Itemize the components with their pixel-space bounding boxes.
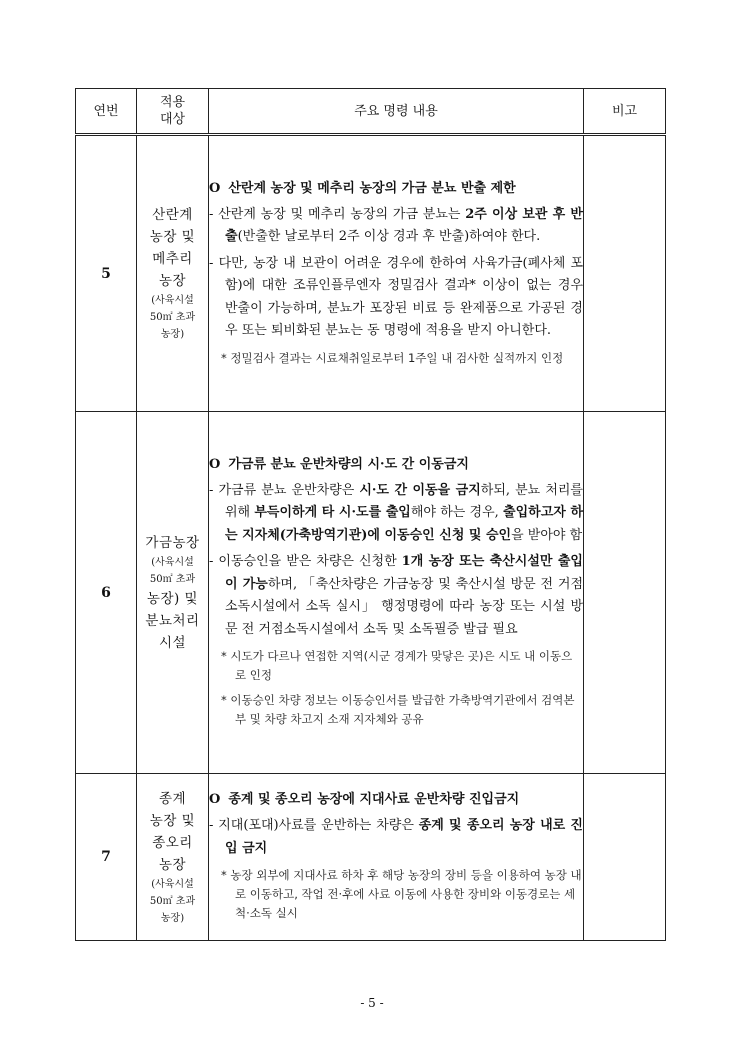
footnote-text: 정밀검사 결과는 시료채취일로부터 1주일 내 검사한 실적까지 인정: [230, 350, 564, 365]
row-target: [137, 412, 209, 774]
row-note: [584, 774, 666, 941]
item-emphasis: (가축방역기관)에 이동승인 신청 및 승인: [279, 527, 512, 543]
content-item: [209, 815, 583, 860]
table-row: [76, 135, 666, 412]
target-small: 50㎡ 초과: [149, 573, 196, 585]
target-line: 농장: [158, 856, 187, 873]
row-number: 5: [76, 135, 137, 412]
heading-marker: O: [209, 792, 221, 807]
item-emphasis: 출입하고자 하는 지자체: [225, 505, 583, 543]
item-dash: -: [209, 255, 214, 271]
footnote-star: *: [221, 649, 227, 664]
header-target-line1: 적용: [159, 95, 186, 110]
footnote-star: *: [221, 350, 227, 365]
target-line: 농장: [158, 273, 187, 289]
table-row: [76, 412, 666, 774]
row-content: [209, 135, 584, 412]
target-line: 종계: [158, 790, 187, 807]
item-text: 다만, 농장 내 보관이 어려운 경우에 한하여 사육가금(폐사체 포함)에 대한 조류인플루엔자 정밀검사 결과* 이상이 없는 경우 반출이 가능하며, 분뇨가 포장된 비료 등 완제품으로 가공된 경우 또는 퇴비화된 분뇨는 동 명령에 적용을 받지 아니한다.: [218, 255, 583, 338]
header-no: 연번: [76, 89, 137, 135]
row-content: [209, 412, 584, 774]
header-target-line2: 대상: [159, 112, 186, 127]
content-item: [209, 480, 583, 548]
row-number: 7: [76, 774, 137, 941]
target-line: 농장 및: [149, 229, 196, 245]
row-number: 6: [76, 412, 137, 774]
item-dash: -: [209, 554, 214, 570]
target-line: 가금농장: [145, 534, 200, 551]
target-small: 50㎡ 초과: [149, 312, 196, 323]
item-dash: -: [209, 482, 214, 498]
row-content: [209, 774, 584, 941]
order-table: [75, 88, 666, 941]
content-heading: [209, 178, 583, 200]
target-small: 농장): [160, 329, 185, 340]
row-note: [584, 412, 666, 774]
target-line: 메추리: [152, 251, 193, 267]
target-line: 농장 및: [149, 812, 196, 829]
footnote-star: *: [221, 868, 227, 882]
content-heading: [209, 454, 583, 476]
row-target: [137, 774, 209, 941]
item-text: (반출한 날로부터 2주 이상 경과 후 반출)하여야 한다.: [237, 229, 541, 244]
heading-marker: O: [209, 180, 221, 196]
content-heading: [209, 789, 583, 811]
target-line: 종오리: [152, 834, 193, 851]
footnote-text: 이동승인 차량 정보는 이동승인서를 발급한 가축방역기관에서 검역본부 및 차량 차고지 소재 지자체와 공유: [230, 693, 575, 727]
footnote: [209, 691, 583, 729]
item-emphasis: 종계 및 종오리 농장 내로 진입 금지: [225, 818, 583, 856]
heading-text: 가금류 분뇨 운반차량의 시·도 간 이동금지: [228, 456, 469, 472]
item-text: 가금류 분뇨 운반차량은: [218, 482, 360, 498]
header-target: [137, 89, 209, 135]
heading-marker: O: [209, 456, 221, 472]
footnote-text: 시도가 다르나 연접한 지역(시군 경계가 맞닿은 곳)은 시도 내 이동으로 인정: [230, 649, 573, 683]
content-item: [209, 253, 583, 343]
target-line: 산란계: [152, 207, 193, 223]
item-text: 하며, 「축산차량은 가금농장 및 축산시설 방문 전 거점소독시설에서 소독 실시」 행정명령에 따라 농장 또는 시설 방문 전 거점소독시설에서 소독 및 소독필증 발급 필요: [225, 576, 583, 637]
item-emphasis: 시·도 간 이동을 금지: [359, 482, 481, 498]
target-line: 분뇨처리: [145, 612, 200, 629]
footnote: [209, 349, 583, 368]
content-item: [209, 204, 583, 249]
header-note: 비고: [584, 89, 666, 135]
target-small: 50㎡ 초과: [149, 895, 196, 907]
item-dash: -: [209, 206, 214, 222]
page-number: - 5 -: [360, 996, 384, 1010]
target-small: (사육시설: [151, 295, 194, 306]
target-line: 시설: [158, 634, 187, 651]
item-dash: -: [209, 818, 214, 833]
row-note: [584, 135, 666, 412]
item-text: 지대(포대)사료를 운반하는 차량은: [218, 818, 419, 833]
item-emphasis: 2주 이상 보관 후 반출: [225, 206, 583, 244]
header-content: 주요 명령 내용: [209, 89, 584, 135]
footnote: [209, 866, 583, 923]
table-header-row: [76, 89, 666, 135]
item-text: 하되, 분뇨 처리를 위해: [225, 482, 583, 521]
target-line: 농장) 및: [146, 590, 199, 607]
item-emphasis: 부득이하게 타 시·도를 출입: [254, 505, 411, 521]
item-text: 이동승인을 받은 차량은 신청한: [218, 554, 402, 570]
item-text: 을 받아야 함: [511, 527, 583, 543]
target-small: 농장): [160, 912, 185, 924]
content-item: [209, 551, 583, 641]
item-text: 산란계 농장 및 메추리 농장의 가금 분뇨는: [218, 206, 466, 222]
heading-text: 산란계 농장 및 메추리 농장의 가금 분뇨 반출 제한: [228, 180, 516, 196]
item-emphasis: 1개 농장 또는 축산시설만 출입이 가능: [225, 554, 583, 592]
heading-text: 종계 및 종오리 농장에 지대사료 운반차량 진입금지: [228, 792, 520, 807]
target-small: (사육시설: [151, 878, 194, 890]
row-target: [137, 135, 209, 412]
table-row: [76, 774, 666, 941]
footnote-text: 농장 외부에 지대사료 하차 후 해당 농장의 장비 등을 이용하여 농장 내로 이동하고, 작업 전·후에 사료 이동에 사용한 장비와 이동경로는 세척·소독 실시: [230, 868, 582, 920]
target-small: (사육시설: [151, 556, 194, 568]
footnote-star: *: [221, 693, 227, 708]
item-text: 해야 하는 경우,: [410, 505, 504, 521]
footnote: [209, 647, 583, 685]
